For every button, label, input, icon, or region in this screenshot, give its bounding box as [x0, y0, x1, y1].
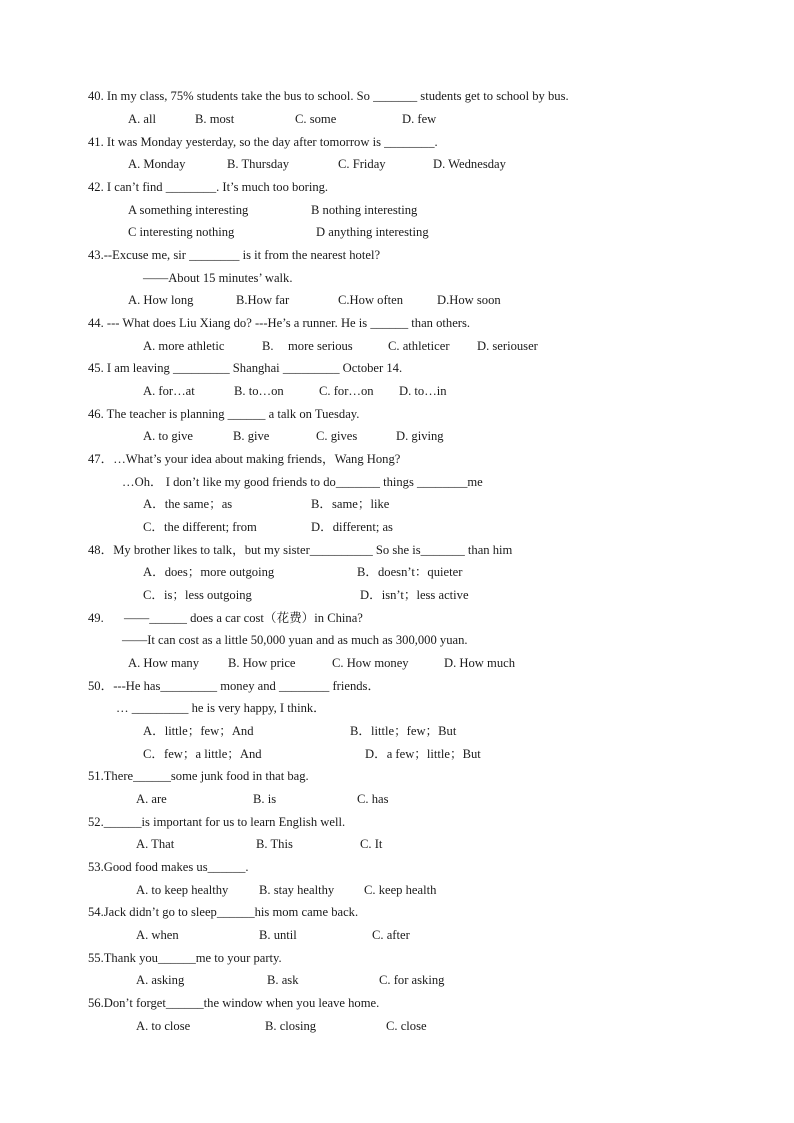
option: B. give [233, 429, 270, 443]
option: C．is；less outgoing [143, 588, 252, 602]
question-stem: 53.Good food makes us______. [88, 860, 249, 874]
question-stem: ——______ does a car cost（花费）in China? [124, 611, 363, 625]
option: B. most [195, 112, 235, 126]
option: D. seriouser [477, 339, 538, 353]
option: A. more athletic [143, 339, 225, 353]
option: D．isn’t；less active [360, 588, 469, 602]
question-number: 49. [88, 611, 104, 625]
option: A. to close [136, 1019, 191, 1033]
option: A. Monday [128, 157, 186, 171]
question-stem: 44. --- What does Liu Xiang do? ---He’s a runner. He is ______ than others. [88, 316, 471, 330]
option: A. asking [136, 973, 185, 987]
question-subline: ——It can cost as a little 50,000 yuan and as much as 300,000 yuan. [122, 633, 468, 647]
option: A. are [136, 792, 167, 806]
option: A. That [136, 837, 175, 851]
option: B. ask [267, 973, 299, 987]
question-stem: 45. I am leaving _________ Shanghai _________ October 14. [88, 361, 403, 375]
option: B. closing [265, 1019, 317, 1033]
question-stem: 55.Thank you______me to your party. [88, 951, 282, 965]
option: B. is [253, 792, 277, 806]
option: B．same；like [311, 497, 390, 511]
option: B．doesn’t：quieter [357, 565, 463, 579]
option: B. This [256, 837, 293, 851]
option: D．a few；little；But [365, 747, 481, 761]
question-stem: 41. It was Monday yesterday, so the day after tomorrow is ________. [88, 135, 438, 149]
option: D anything interesting [316, 225, 429, 239]
option: C. How money [332, 656, 409, 670]
option: B. Thursday [227, 157, 290, 171]
question-stem: 47．…What’s your idea about making friends，Wang Hong? [88, 452, 401, 466]
option: D. to…in [399, 384, 447, 398]
option: A．little；few；And [143, 724, 254, 738]
option: A. to keep healthy [136, 883, 229, 897]
question-stem: 42. I can’t find ________. It’s much too boring. [88, 180, 329, 194]
option: C. It [360, 837, 383, 851]
question-stem: 54.Jack didn’t go to sleep______his mom came back. [88, 905, 359, 919]
option: A. for…at [143, 384, 195, 398]
option: C.How often [338, 293, 404, 307]
question-stem: 50．---He has_________ money and ________ friends． [88, 679, 381, 693]
option: A. all [128, 112, 156, 126]
option: C interesting nothing [128, 225, 235, 239]
option: D. few [402, 112, 437, 126]
option: C. for asking [379, 973, 445, 987]
option: D.How soon [437, 293, 501, 307]
option: more serious [288, 339, 353, 353]
option: B. stay healthy [259, 883, 335, 897]
question-stem: 51.There______some junk food in that bag. [88, 769, 309, 783]
question-subline: ——About 15 minutes’ walk. [143, 271, 293, 285]
option: A. How long [128, 293, 194, 307]
option: B．little；few；But [350, 724, 457, 738]
question-subline: …Oh． I don’t like my good friends to do_______ things ________me [122, 475, 483, 489]
option: B nothing interesting [311, 203, 418, 217]
option: C．the different; from [143, 520, 257, 534]
question-stem: 43.--Excuse me, sir ________ is it from the nearest hotel? [88, 248, 381, 262]
option: D. How much [444, 656, 516, 670]
option: C. gives [316, 429, 358, 443]
option: A. How many [128, 656, 200, 670]
option: C. athleticer [388, 339, 450, 353]
option: A．the same；as [143, 497, 233, 511]
option: A．does；more outgoing [143, 565, 275, 579]
question-stem: 40. In my class, 75% students take the bus to school. So _______ students get to school by bus. [88, 89, 569, 103]
question-stem: 52.______is important for us to learn English well. [88, 815, 346, 829]
option: B. until [259, 928, 297, 942]
option: A. to give [143, 429, 194, 443]
option: B. How price [228, 656, 296, 670]
option: C. for…on [319, 384, 374, 398]
option: C. has [357, 792, 389, 806]
option: C. after [372, 928, 410, 942]
option: B. [262, 339, 274, 353]
option: B. to…on [234, 384, 284, 398]
option: A. when [136, 928, 179, 942]
option: D. giving [396, 429, 444, 443]
option: C. Friday [338, 157, 386, 171]
question-stem: 48．My brother likes to talk，but my sister__________ So she is_______ than him [88, 543, 513, 557]
option: D. Wednesday [433, 157, 506, 171]
option: C. close [386, 1019, 427, 1033]
question-stem: 56.Don’t forget______the window when you leave home. [88, 996, 380, 1010]
option: C．few；a little；And [143, 747, 262, 761]
question-subline: … _________ he is very happy, I think． [116, 701, 326, 715]
option: C. some [295, 112, 337, 126]
option: D．different; as [311, 520, 393, 534]
question-stem: 46. The teacher is planning ______ a talk on Tuesday. [88, 407, 360, 421]
option: A something interesting [128, 203, 249, 217]
option: B.How far [236, 293, 290, 307]
option: C. keep health [364, 883, 437, 897]
